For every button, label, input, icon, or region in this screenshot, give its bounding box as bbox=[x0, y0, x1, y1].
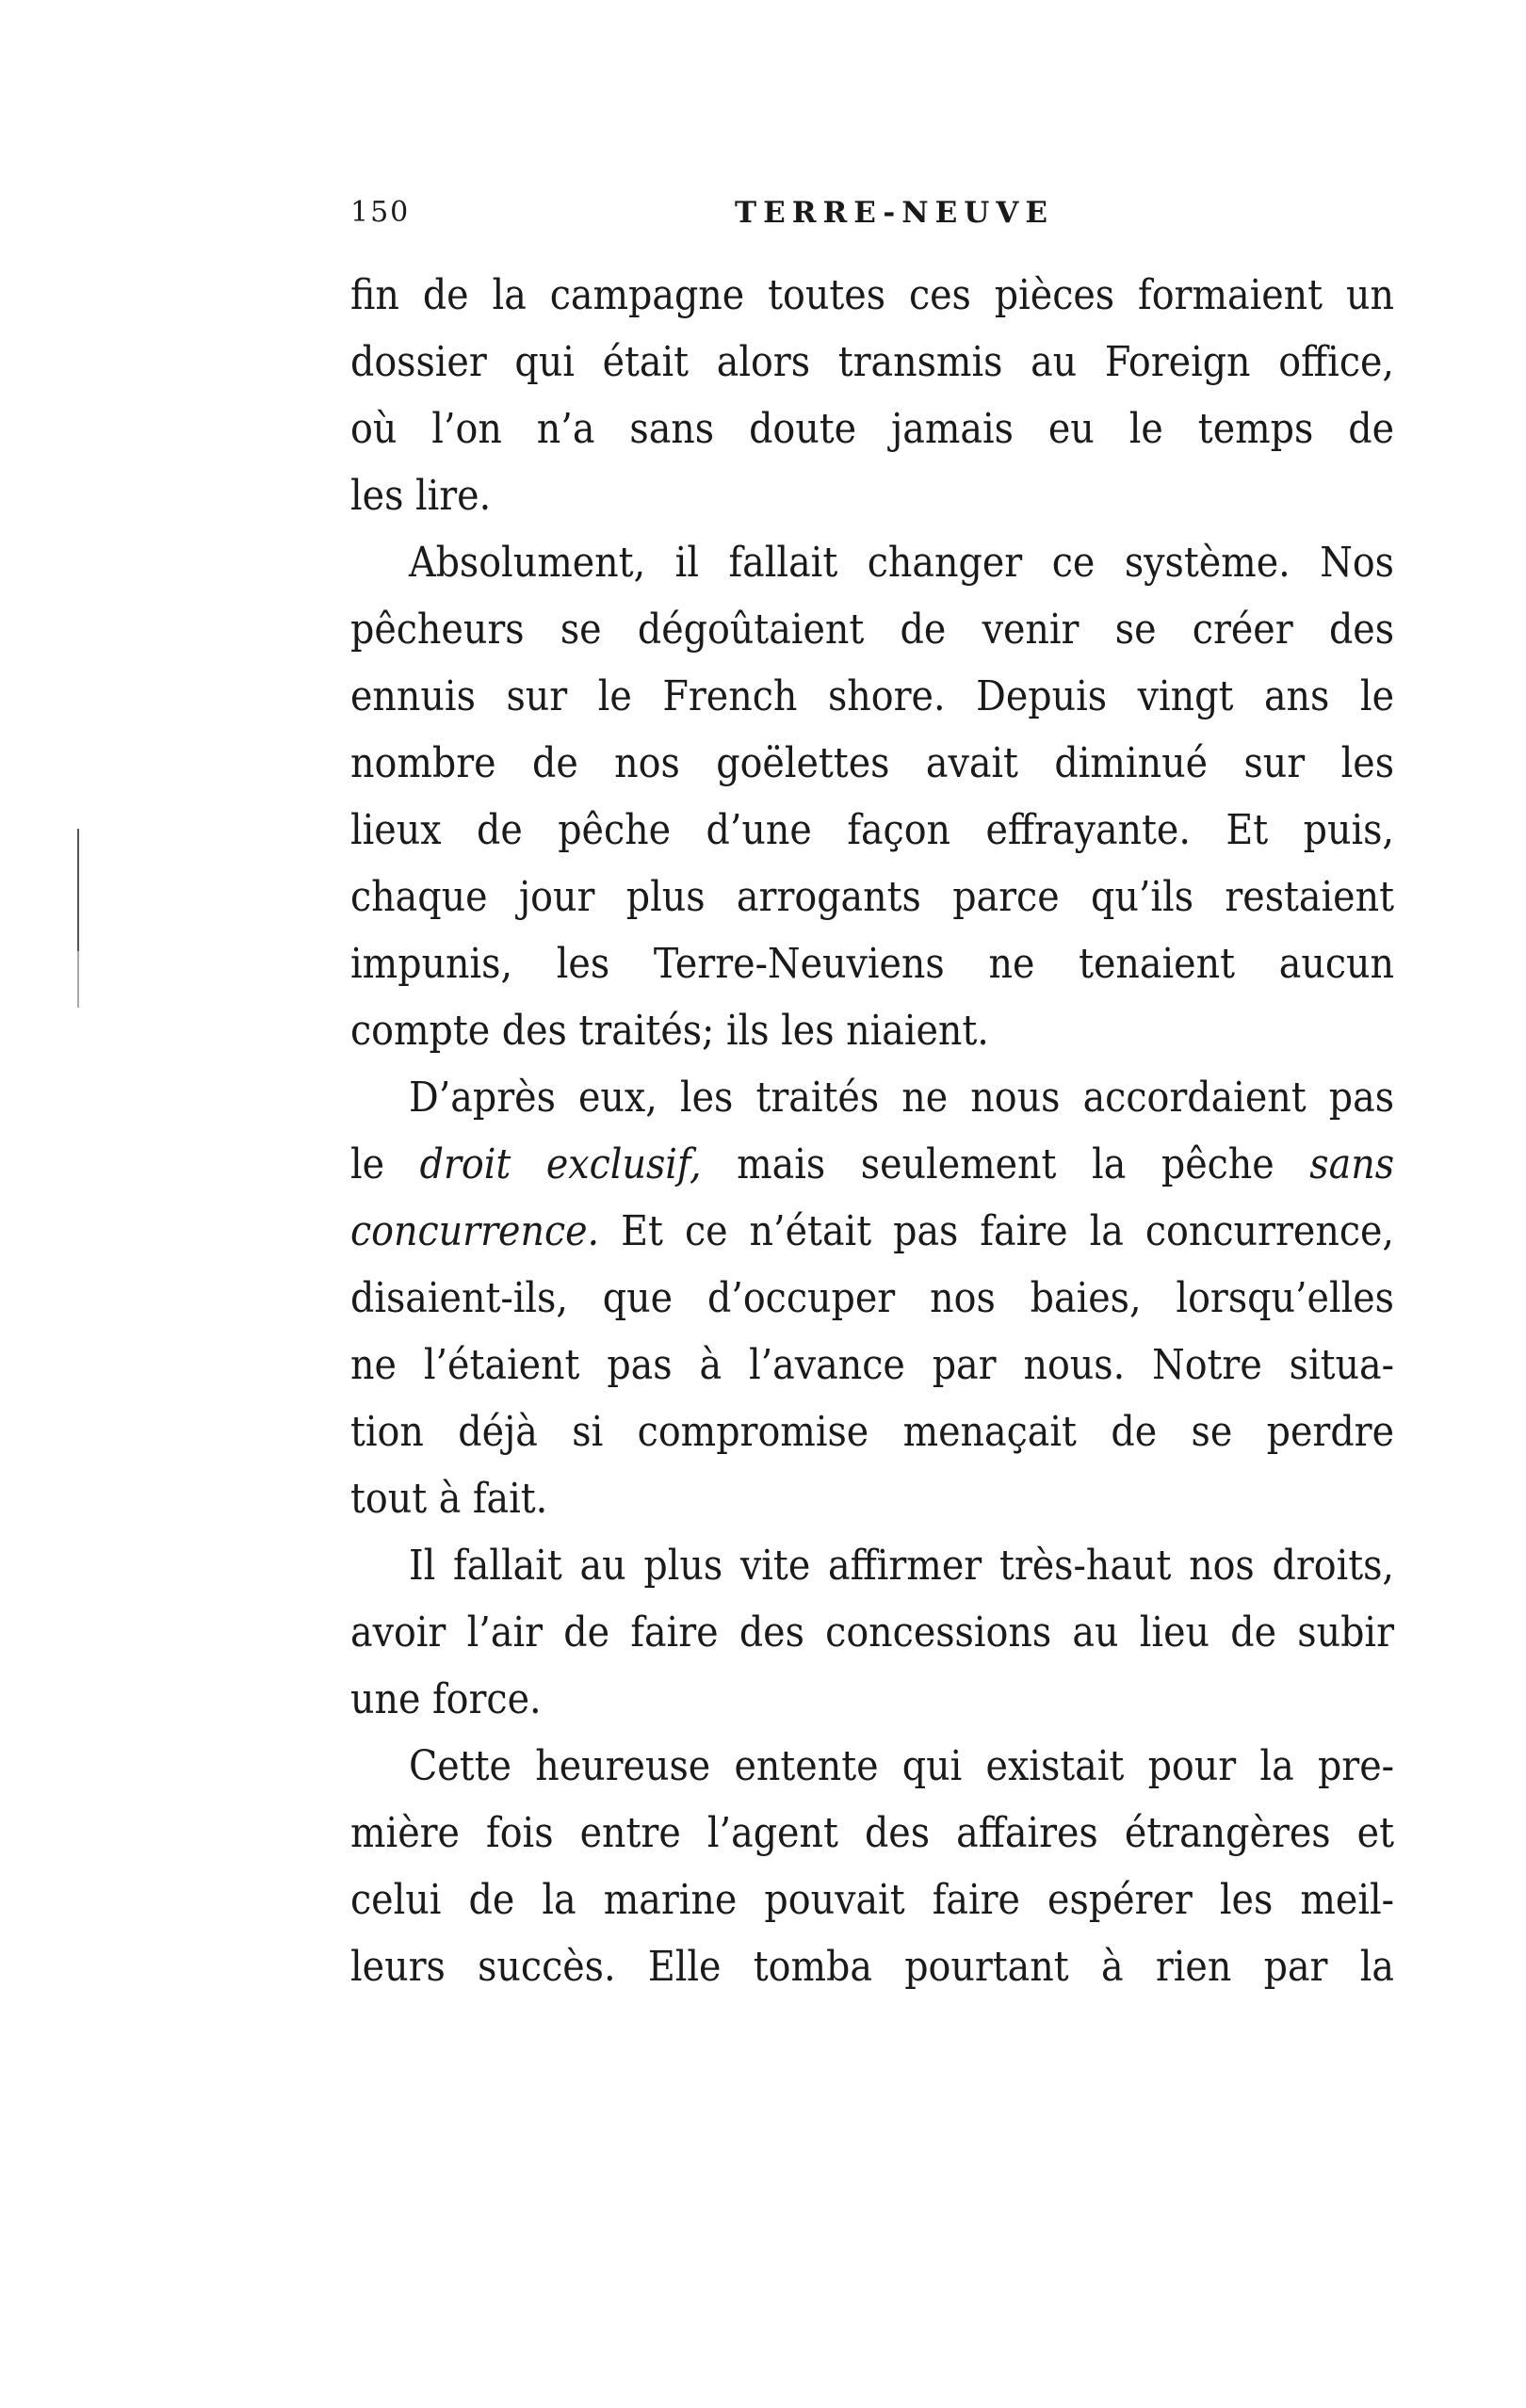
text-line: Absolument, il fallait changer ce système. Nos bbox=[409, 539, 1394, 587]
text-line: ne l’étaient pas à l’avance par nous. Notre situa- bbox=[350, 1341, 1394, 1389]
text-line: ennuis sur le French shore. Depuis vingt ans le bbox=[350, 672, 1394, 720]
text-line: compte des traités; ils les niaient. bbox=[350, 1007, 989, 1055]
text-line: lieux de pêche d’une façon effrayante. Et puis, bbox=[350, 806, 1394, 854]
text-line: chaque jour plus arrogants parce qu’ils restaient bbox=[350, 873, 1394, 921]
text-line: tion déjà si compromise menaçait de se perdre bbox=[350, 1408, 1394, 1456]
binding-shadow-mark bbox=[77, 951, 79, 1008]
italic-phrase: droit exclusif, bbox=[419, 1140, 702, 1188]
text-line: disaient-ils, que d’occuper nos baies, lorsqu’elles bbox=[350, 1274, 1394, 1322]
italic-phrase: concurrence. bbox=[350, 1207, 600, 1255]
text-line: dossier qui était alors transmis au Foreign office, bbox=[350, 338, 1394, 386]
paragraph-2 bbox=[350, 529, 1394, 1064]
paragraph-1 bbox=[350, 262, 1394, 529]
text-line-with-italics: concurrence. Et ce n’était pas faire la concurrence, bbox=[350, 1207, 1394, 1255]
text-line: avoir l’air de faire des concessions au lieu de subir bbox=[350, 1608, 1394, 1657]
text-line: les lire. bbox=[350, 472, 492, 520]
text-line: impunis, les Terre-Neuviens ne tenaient aucun bbox=[350, 940, 1394, 988]
paragraph-5 bbox=[350, 1733, 1394, 2000]
text-line: mière fois entre l’agent des affaires étrangères et bbox=[350, 1809, 1394, 1857]
text-line: nombre de nos goëlettes avait diminué sur les bbox=[350, 739, 1394, 787]
italic-phrase: sans bbox=[1309, 1140, 1394, 1188]
text-line: tout à fait. bbox=[350, 1475, 548, 1523]
paragraph-3 bbox=[350, 1064, 1394, 1532]
text-line: où l’on n’a sans doute jamais eu le temps de bbox=[350, 405, 1394, 453]
running-head bbox=[350, 196, 1394, 249]
text-line: D’après eux, les traités ne nous accordaient pas bbox=[409, 1074, 1394, 1122]
text-line: leurs succès. Elle tomba pourtant à rien par la bbox=[350, 1943, 1394, 1991]
text-line: une force. bbox=[350, 1675, 542, 1723]
text-line: pêcheurs se dégoûtaient de venir se créer des bbox=[350, 606, 1394, 654]
text-line: Il fallait au plus vite affirmer très-haut nos droits, bbox=[409, 1542, 1394, 1590]
text-line: Cette heureuse entente qui existait pour la pre- bbox=[409, 1742, 1394, 1790]
body-text bbox=[350, 262, 1394, 2000]
running-title: TERRE-NEUVE bbox=[735, 196, 1054, 230]
paragraph-4 bbox=[350, 1532, 1394, 1733]
text-line: fin de la campagne toutes ces pièces formaient un bbox=[350, 271, 1394, 319]
binding-shadow-mark bbox=[77, 829, 79, 951]
text-line-with-italics: le droit exclusif, mais seulement la pêche sans bbox=[350, 1140, 1394, 1188]
page-number: 150 bbox=[350, 196, 411, 229]
text-line: celui de la marine pouvait faire espérer les meil- bbox=[350, 1876, 1394, 1924]
